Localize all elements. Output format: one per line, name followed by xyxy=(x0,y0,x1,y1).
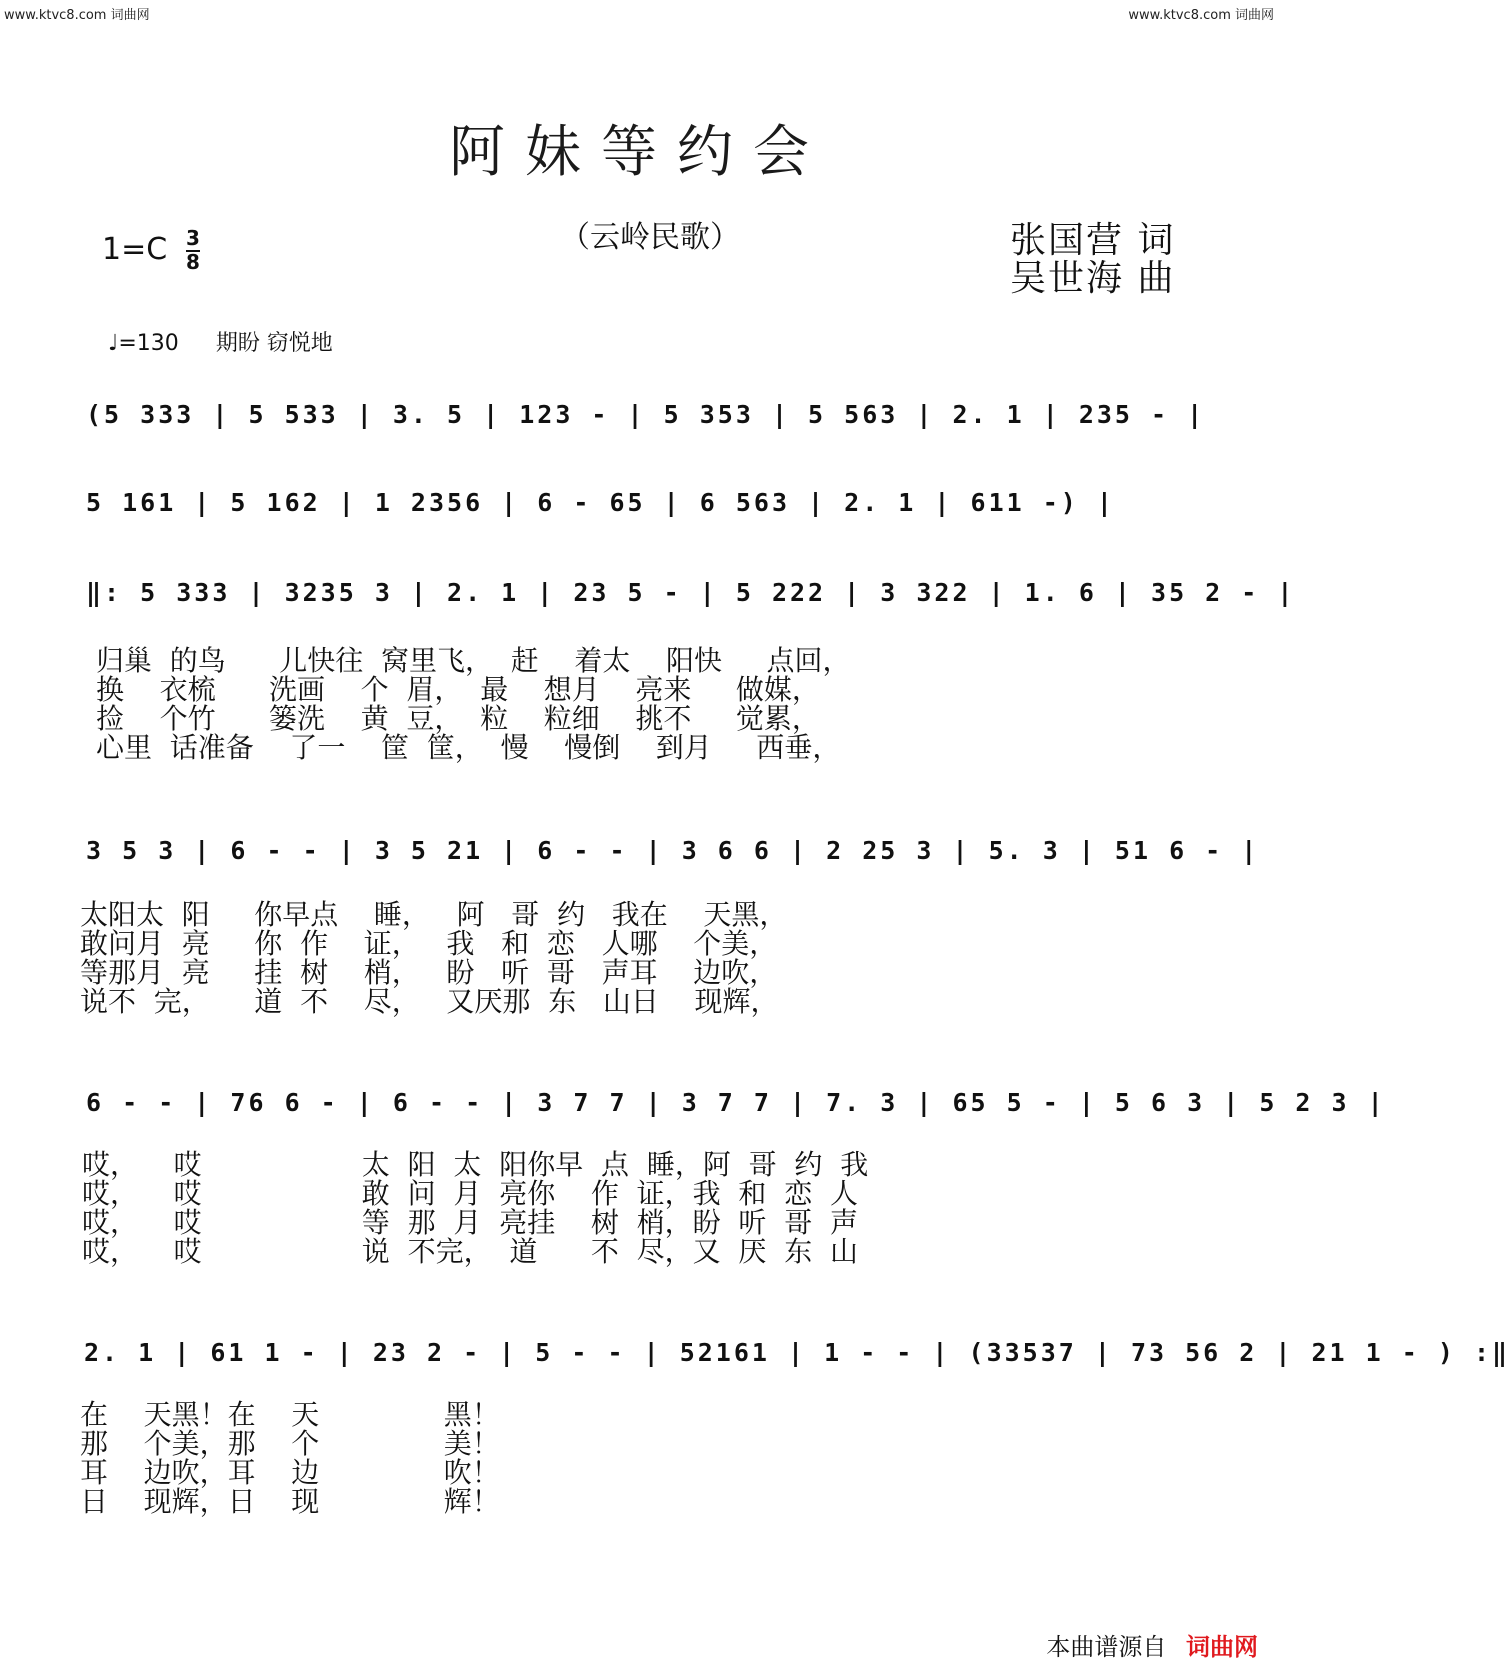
notation-line-4: 3 5 3 | 6 - - | 3 5 21 | 6 - - | 3 6 6 | 2 25 3 | 5. 3 | 51 6 - | xyxy=(86,836,1260,865)
tempo-marking xyxy=(108,326,333,357)
verse-3-line-1: 哎， 哎 太 阳 太 阳你早 点 睡，阿 哥 约 我 xyxy=(82,1148,869,1181)
notation-line-2: 5 161 | 5 162 | 1 2356 | 6 - 65 | 6 563 | 2. 1 | 611 -) | xyxy=(86,488,1115,517)
verse-block-2 xyxy=(80,900,787,1016)
verse-3-line-2: 哎， 哎 敢 问 月 亮你 作 证，我 和 恋 人 xyxy=(82,1177,859,1210)
footer-brand-logo[interactable]: 词曲网 xyxy=(1186,1633,1258,1661)
lyricist-credit: 张国营 词 xyxy=(1010,220,1176,261)
verse-2-line-1: 太阳太 阳 你早点 睡， 阿 哥 约 我在 天黑， xyxy=(80,898,788,931)
verse-2-line-4: 说不 完， 道 不 尽， 又厌那 东 山日 现辉， xyxy=(80,985,779,1018)
song-subtitle: （云岭民歌） xyxy=(560,220,740,255)
verse-1-line-3: 捡 个竹 篓洗 黄 豆， 粒 粒细 挑不 觉累， xyxy=(96,702,820,735)
verse-1-line-4: 心里 话准备 了一 筐 筐， 慢 慢倒 到月 西垂， xyxy=(96,731,841,764)
verse-4-line-2: 那 个美，那 个 美！ xyxy=(80,1427,500,1460)
notation-line-5: 6 - - | 76 6 - | 6 - - | 3 7 7 | 3 7 7 | 7. 3 | 65 5 - | 5 6 3 | 5 2 3 | xyxy=(86,1088,1386,1117)
composer-credit: 吴世海 曲 xyxy=(1010,258,1176,299)
notation-line-3: ‖: 5 333 | 3235 3 | 2. 1 | 23 5 - | 5 222 | 3 322 | 1. 6 | 35 2 - | xyxy=(86,578,1296,607)
verse-block-4 xyxy=(80,1400,500,1516)
footer-source xyxy=(1046,1627,1258,1662)
key-signature: 1=C xyxy=(102,232,168,267)
notation-line-6: 2. 1 | 61 1 - | 23 2 - | 5 - - | 52161 | 1 - - | (33537 | 73 56 2 | 21 1 - ) :‖ xyxy=(84,1338,1510,1367)
time-signature-top: 3 xyxy=(186,226,200,250)
expression-marking: 期盼 窃悦地 xyxy=(215,331,333,356)
song-title: 阿妹等约会 xyxy=(449,120,829,185)
verse-4-line-4: 日 现辉，日 现 辉！ xyxy=(80,1485,500,1518)
verse-1-line-1: 归巢 的鸟 儿快往 窝里飞， 赶 着太 阳快 点回， xyxy=(96,644,851,677)
verse-4-line-3: 耳 边吹，耳 边 吹！ xyxy=(80,1456,500,1489)
verse-2-line-2: 敢问月 亮 你 作 证， 我 和 恋 人哪 个美， xyxy=(80,927,778,960)
time-signature xyxy=(186,228,200,272)
footer-source-text: 本曲谱源自 xyxy=(1046,1633,1167,1661)
time-signature-bottom: 8 xyxy=(186,250,200,274)
verse-3-line-3: 哎， 哎 等 那 月 亮挂 树 梢，盼 听 哥 声 xyxy=(82,1206,859,1239)
watermark-left: www.ktvc8.com 词曲网 xyxy=(4,8,150,23)
verse-2-line-3: 等那月 亮 挂 树 梢， 盼 听 哥 声耳 边吹， xyxy=(80,956,778,989)
verse-block-1 xyxy=(96,646,851,762)
watermark-right: www.ktvc8.com 词曲网 xyxy=(1128,8,1274,23)
tempo-value: ♩=130 xyxy=(108,331,179,356)
notation-line-1: (5 333 | 5 533 | 3. 5 | 123 - | 5 353 | 5 563 | 2. 1 | 235 - | xyxy=(86,400,1206,429)
verse-3-line-4: 哎， 哎 说 不完， 道 不 尽，又 厌 东 山 xyxy=(82,1235,859,1268)
verse-1-line-2: 换 衣梳 洗画 个 眉， 最 想月 亮来 做媒， xyxy=(96,673,820,706)
verse-4-line-1: 在 天黑！在 天 黑！ xyxy=(80,1398,500,1431)
verse-block-3 xyxy=(82,1150,868,1266)
